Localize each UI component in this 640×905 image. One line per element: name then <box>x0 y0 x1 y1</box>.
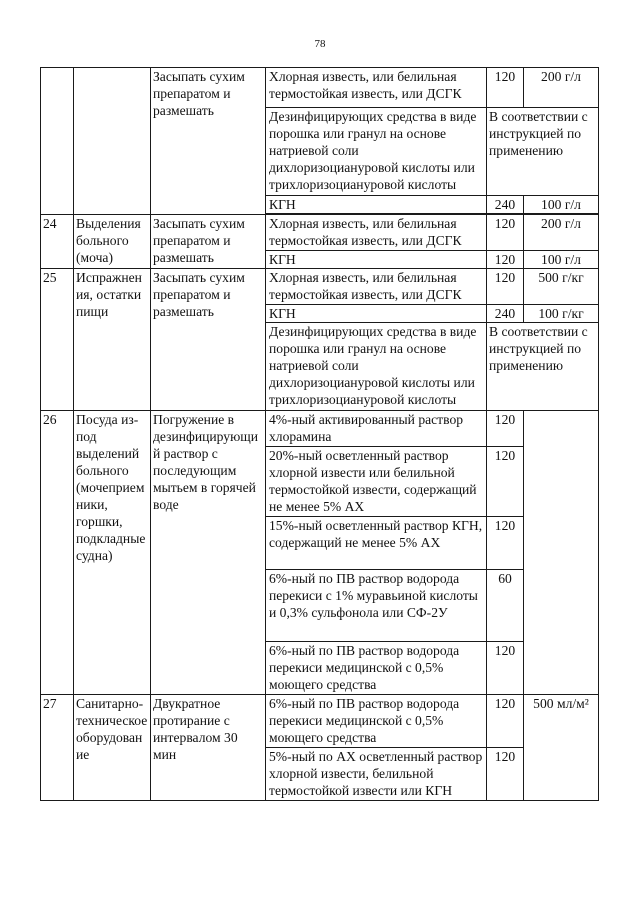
table-row <box>41 68 599 108</box>
agent-cell: Дезинфицирующих средства в виде порошка или гранул на основе натриевой соли дихлоризоциануровой кислоты или трихлоризоциануровой кислоты <box>266 323 487 411</box>
agent-cell: 20%-ный осветленный раствор хлорной извести или белильной термостойкой извести, содержащий не менее 5% АХ <box>266 447 487 517</box>
exposure-cell: 120 <box>487 642 524 695</box>
agent-cell: Дезинфицирующих средства в виде порошка или гранул на основе натриевой соли дихлоризоциануровой кислоты или трихлоризоциануровой кислоты <box>266 108 487 196</box>
exposure-cell: 240 <box>487 196 524 214</box>
agent-cell: КГН <box>266 305 487 323</box>
method-cell: Засыпать сухим препаратом и размешать <box>151 269 266 411</box>
exposure-cell: 120 <box>487 411 524 447</box>
agent-cell: Хлорная известь, или белильная термостойкая известь, или ДСГК <box>266 215 487 251</box>
exposure-note-cell: В соответствии с инструкцией по применению <box>487 323 599 411</box>
agent-cell: 6%-ный по ПВ раствор водорода перекиси медицинской с 0,5% моющего средства <box>266 695 487 748</box>
object-cell: Посуда из-под выделений больного (мочеприемники, горшки, подкладные судна) <box>74 411 151 695</box>
agent-cell: 5%-ный по АХ осветленный раствор хлорной извести, белильной термостойкой извести или КГН <box>266 748 487 801</box>
concentration-cell: 200 г/л <box>524 215 599 251</box>
object-cell: Выделения больного (моча) <box>74 215 151 269</box>
concentration-cell: 100 г/кг <box>524 305 599 323</box>
table-row <box>41 411 599 447</box>
agent-cell: 6%-ный по ПВ раствор водорода перекиси медицинской с 0,5% моющего средства <box>266 642 487 695</box>
exposure-cell: 60 <box>487 570 524 642</box>
agent-cell: Хлорная известь, или белильная термостойкая известь, или ДСГК <box>266 269 487 305</box>
agent-cell: 4%-ный активированный раствор хлорамина <box>266 411 487 447</box>
method-cell: Засыпать сухим препаратом и размешать <box>151 215 266 269</box>
disinfection-table <box>40 67 599 801</box>
agent-cell: Хлорная известь, или белильная термостойкая известь, или ДСГК <box>266 68 487 108</box>
concentration-cell: 500 мл/м² <box>524 695 599 801</box>
concentration-cell: 100 г/л <box>524 196 599 214</box>
object-cell <box>74 68 151 215</box>
row-number <box>41 68 74 215</box>
object-cell: Испражнения, остатки пищи <box>74 269 151 411</box>
exposure-note-cell: В соответствии с инструкцией по применению <box>487 108 599 196</box>
row-number: 26 <box>41 411 74 695</box>
table-row <box>41 215 599 251</box>
row-number: 25 <box>41 269 74 411</box>
method-cell: Двукратное протирание с интервалом 30 мин <box>151 695 266 801</box>
agent-cell: 6%-ный по ПВ раствор водорода перекиси с 1% муравьиной кислоты и 0,3% сульфонола или СФ-2У <box>266 570 487 642</box>
exposure-cell: 120 <box>487 748 524 801</box>
table-row <box>41 695 599 748</box>
page-number: 78 <box>314 38 326 50</box>
row-number: 24 <box>41 215 74 269</box>
concentration-cell: 500 г/кг <box>524 269 599 305</box>
exposure-cell: 120 <box>487 269 524 305</box>
object-cell: Санитарно-техническое оборудование <box>74 695 151 801</box>
exposure-cell: 120 <box>487 695 524 748</box>
exposure-cell: 120 <box>487 517 524 570</box>
exposure-cell: 120 <box>487 447 524 517</box>
agent-cell: КГН <box>266 251 487 269</box>
method-cell: Засыпать сухим препаратом и размешать <box>151 68 266 215</box>
agent-cell: 15%-ный осветленный раствор КГН, содержащий не менее 5% АХ <box>266 517 487 570</box>
exposure-cell: 120 <box>487 68 524 108</box>
exposure-cell: 240 <box>487 305 524 323</box>
table-row <box>41 269 599 305</box>
concentration-cell: 200 г/л <box>524 68 599 108</box>
concentration-cell: 100 г/л <box>524 251 599 269</box>
exposure-cell: 120 <box>487 215 524 251</box>
row-number: 27 <box>41 695 74 801</box>
method-cell: Погружение в дезинфицирующий раствор с последующим мытьем в горячей воде <box>151 411 266 695</box>
agent-cell: КГН <box>266 196 487 214</box>
exposure-cell: 120 <box>487 251 524 269</box>
concentration-cell <box>524 411 599 695</box>
